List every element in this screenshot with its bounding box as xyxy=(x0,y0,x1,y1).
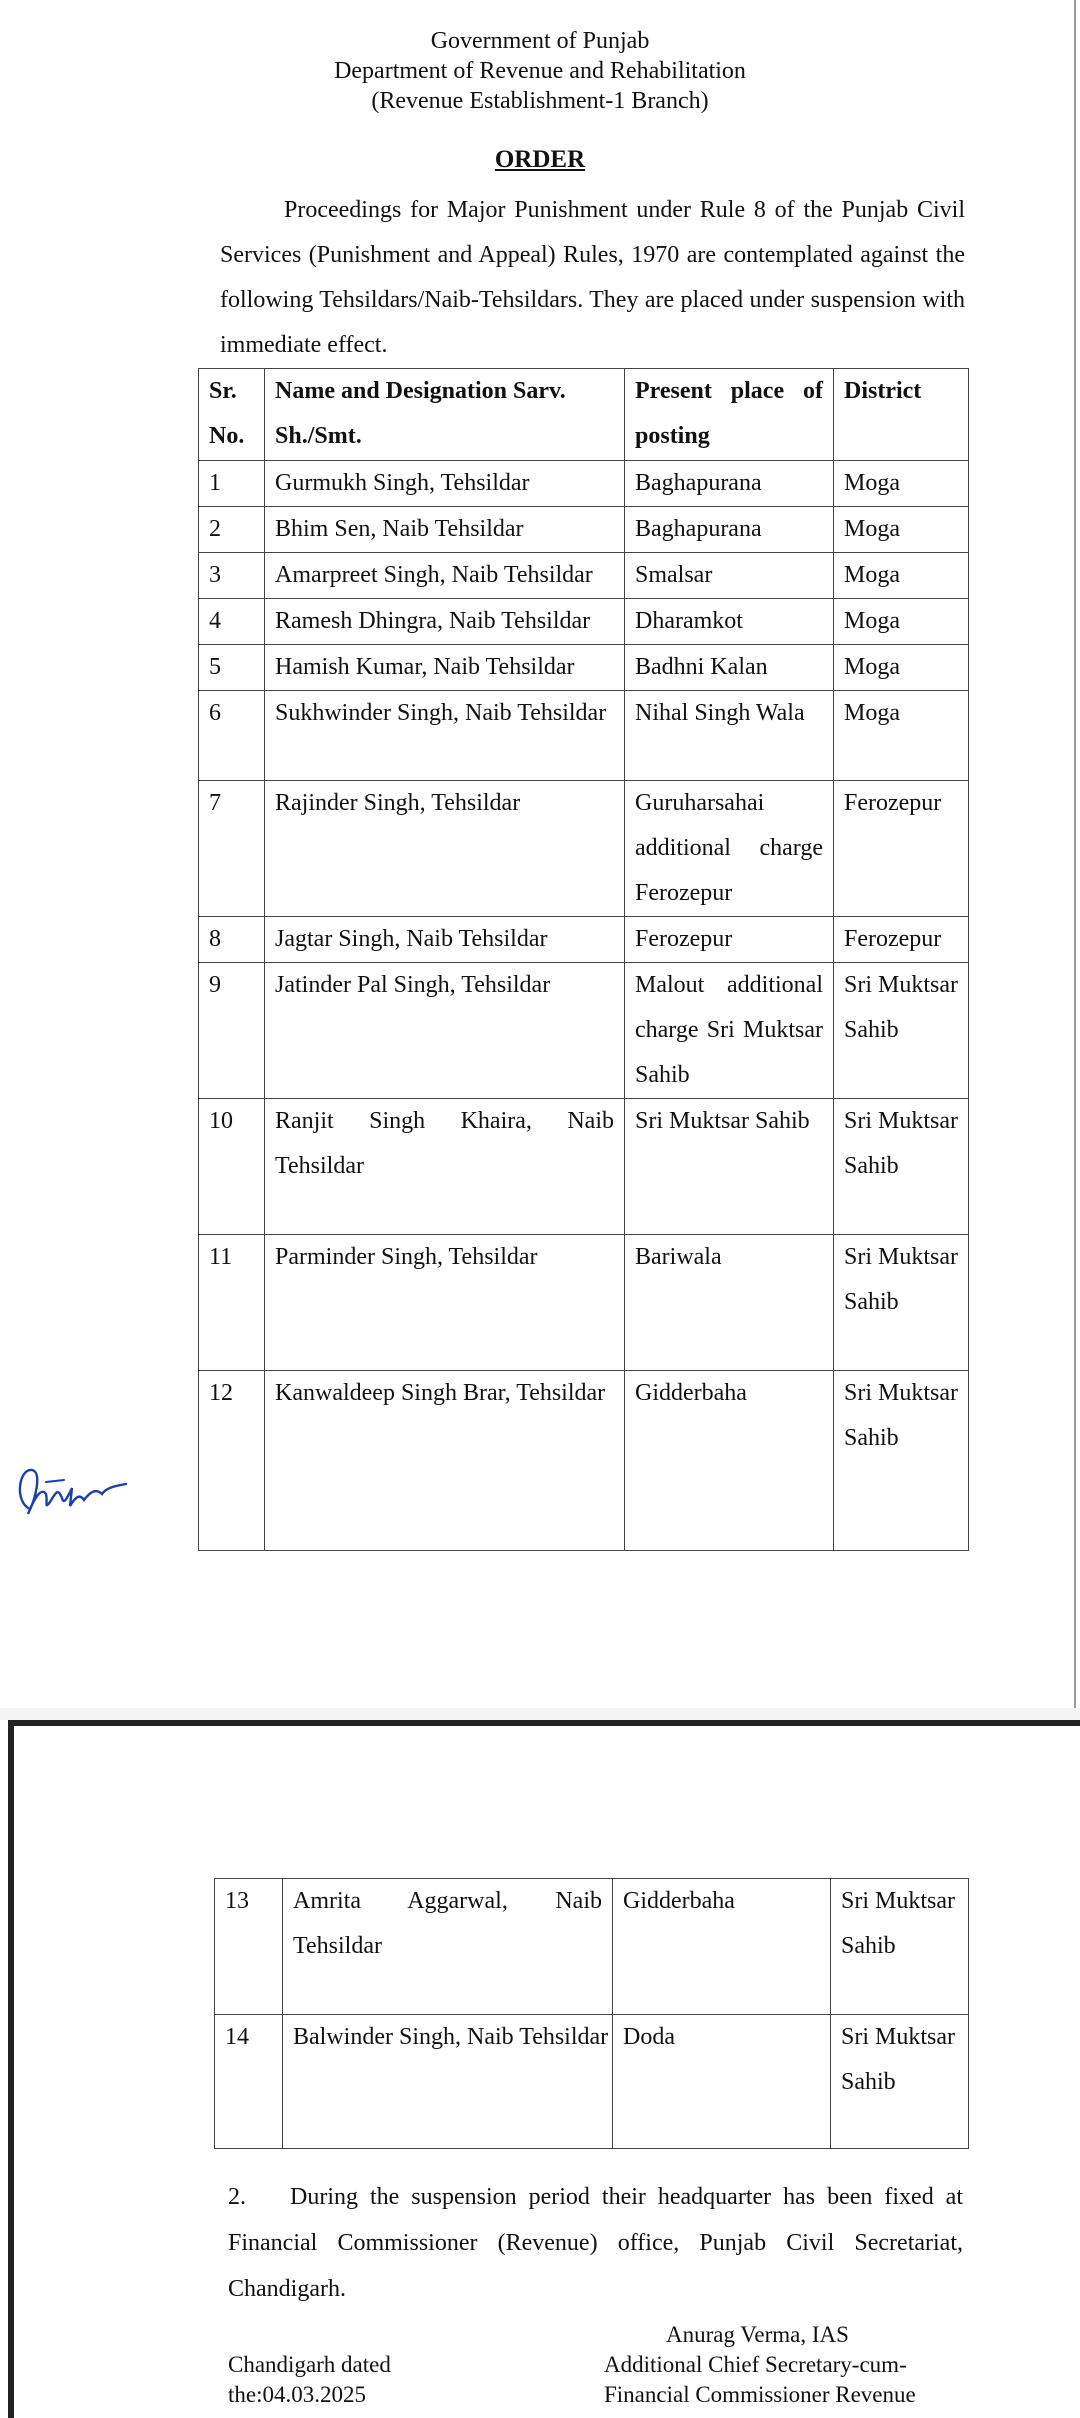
table-row xyxy=(199,461,969,507)
cell-district: Sri Muktsar Sahib xyxy=(834,1099,969,1235)
suspension-table xyxy=(198,368,969,1551)
cell-sr: 9 xyxy=(199,963,265,1099)
table-row xyxy=(199,1099,969,1235)
table-row xyxy=(199,1235,969,1371)
header-department: Department of Revenue and Rehabilitation xyxy=(334,58,746,84)
cell-district: Moga xyxy=(834,553,969,599)
cell-sr: 4 xyxy=(199,599,265,645)
cell-sr: 1 xyxy=(199,461,265,507)
table-row xyxy=(199,599,969,645)
cell-district: Sri Muktsar Sahib xyxy=(834,1235,969,1371)
cell-sr: 7 xyxy=(199,781,265,917)
cell-district: Moga xyxy=(834,599,969,645)
cell-district: Moga xyxy=(834,691,969,781)
cell-district: Sri Muktsar Sahib xyxy=(831,2015,969,2149)
paragraph-2 xyxy=(228,2174,963,2312)
cell-posting: Badhni Kalan xyxy=(625,645,834,691)
cell-posting: Baghapurana xyxy=(625,461,834,507)
cell-posting: Gidderbaha xyxy=(613,1879,831,2015)
table-row xyxy=(199,963,969,1099)
cell-posting: Nihal Singh Wala xyxy=(625,691,834,781)
cell-posting: Malout additional charge Sri Muktsar Sahib xyxy=(625,963,834,1099)
cell-sr: 12 xyxy=(199,1371,265,1551)
date-line: the:04.03.2025 xyxy=(228,2382,366,2407)
header-district: District xyxy=(834,369,969,461)
cell-posting: Gidderbaha xyxy=(625,1371,834,1551)
table-row xyxy=(199,1371,969,1551)
cell-name: Gurmukh Singh, Tehsildar xyxy=(265,461,625,507)
suspension-table-continued xyxy=(214,1878,969,2149)
paragraph-2-number: 2. xyxy=(228,2184,246,2210)
table-row xyxy=(215,1879,969,2015)
cell-posting: Baghapurana xyxy=(625,507,834,553)
cell-sr: 3 xyxy=(199,553,265,599)
cell-sr: 8 xyxy=(199,917,265,963)
cell-name: Rajinder Singh, Tehsildar xyxy=(265,781,625,917)
cell-district: Sri Muktsar Sahib xyxy=(834,1371,969,1551)
cell-name: Balwinder Singh, Naib Tehsildar xyxy=(283,2015,613,2149)
cell-posting: Dharamkot xyxy=(625,599,834,645)
cell-name: Ramesh Dhingra, Naib Tehsildar xyxy=(265,599,625,645)
table-row xyxy=(215,2015,969,2149)
cell-district: Sri Muktsar Sahib xyxy=(834,963,969,1099)
cell-district: Sri Muktsar Sahib xyxy=(831,1879,969,2015)
cell-name: Sukhwinder Singh, Naib Tehsildar xyxy=(265,691,625,781)
signatory-title-1: Additional Chief Secretary-cum- xyxy=(604,2352,907,2377)
table-row xyxy=(199,507,969,553)
cell-name: Hamish Kumar, Naib Tehsildar xyxy=(265,645,625,691)
table-row xyxy=(199,553,969,599)
cell-sr: 13 xyxy=(215,1879,283,2015)
header-government: Government of Punjab xyxy=(430,28,650,54)
cell-district: Moga xyxy=(834,507,969,553)
signatory-title-2: Financial Commissioner Revenue xyxy=(604,2382,916,2407)
cell-district: Ferozepur xyxy=(834,917,969,963)
cell-posting: Guruharsahai additional charge Ferozepur xyxy=(625,781,834,917)
header-present-posting: Present place of posting xyxy=(625,369,834,461)
cell-sr: 6 xyxy=(199,691,265,781)
paragraph-2-text: During the suspension period their headquarter has been fixed at Financial Commissioner (Revenue) office, Punjab Civil Secretariat, Chandigarh. xyxy=(228,2184,963,2302)
cell-name: Bhim Sen, Naib Tehsildar xyxy=(265,507,625,553)
cell-name: Amarpreet Singh, Naib Tehsildar xyxy=(265,553,625,599)
handwritten-signature xyxy=(6,1458,136,1528)
cell-posting: Sri Muktsar Sahib xyxy=(625,1099,834,1235)
intro-paragraph: Proceedings for Major Punishment under Rule 8 of the Punjab Civil Services (Punishment and Appeal) Rules, 1970 are contemplated against the following Tehsildars/Naib-Tehsildars. They are placed under suspension with immediate effect. xyxy=(220,197,965,358)
order-title: ORDER xyxy=(494,146,586,173)
cell-posting: Smalsar xyxy=(625,553,834,599)
place-dated: Chandigarh dated xyxy=(228,2352,391,2377)
cell-posting: Doda xyxy=(613,2015,831,2149)
table-row xyxy=(199,781,969,917)
header-branch: (Revenue Establishment-1 Branch) xyxy=(371,88,709,114)
signatory-name: Anurag Verma, IAS xyxy=(666,2322,849,2347)
cell-name: Kanwaldeep Singh Brar, Tehsildar xyxy=(265,1371,625,1551)
cell-name: Parminder Singh, Tehsildar xyxy=(265,1235,625,1371)
cell-posting: Bariwala xyxy=(625,1235,834,1371)
table-row xyxy=(199,645,969,691)
cell-posting: Ferozepur xyxy=(625,917,834,963)
page-gap xyxy=(0,1708,1080,1720)
cell-sr: 11 xyxy=(199,1235,265,1371)
header-name-designation: Name and Designation Sarv. Sh./Smt. xyxy=(265,369,625,461)
header-sr-no: Sr. No. xyxy=(199,369,265,461)
cell-name: Ranjit Singh Khaira, Naib Tehsildar xyxy=(265,1099,625,1235)
cell-district: Ferozepur xyxy=(834,781,969,917)
table-row xyxy=(199,917,969,963)
cell-name: Amrita Aggarwal, Naib Tehsildar xyxy=(283,1879,613,2015)
table-header-row xyxy=(199,369,969,461)
table-row xyxy=(199,691,969,781)
cell-sr: 10 xyxy=(199,1099,265,1235)
cell-name: Jatinder Pal Singh, Tehsildar xyxy=(265,963,625,1099)
cell-sr: 5 xyxy=(199,645,265,691)
cell-district: Moga xyxy=(834,461,969,507)
cell-name: Jagtar Singh, Naib Tehsildar xyxy=(265,917,625,963)
cell-district: Moga xyxy=(834,645,969,691)
cell-sr: 2 xyxy=(199,507,265,553)
cell-sr: 14 xyxy=(215,2015,283,2149)
